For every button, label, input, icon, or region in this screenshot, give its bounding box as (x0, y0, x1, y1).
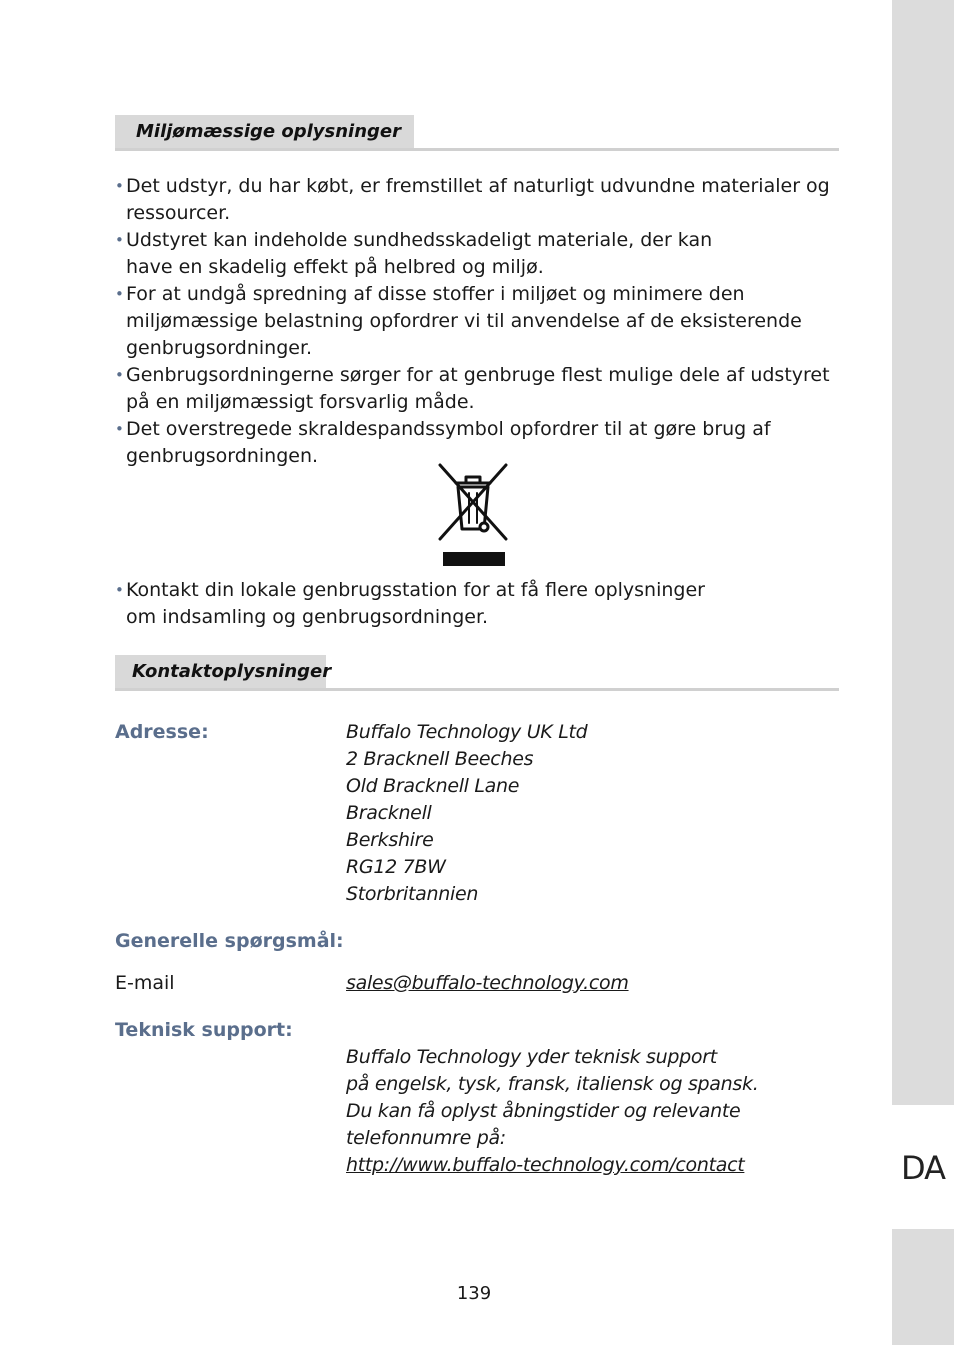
bullet-line: For at undgå spredning af disse stoffer i miljøet og minimere den (126, 283, 745, 305)
environment-heading: Miljømæssige oplysninger (115, 115, 414, 148)
address-line: Storbritannien (346, 883, 479, 905)
list-item (115, 281, 835, 362)
address-line: Buffalo Technology UK Ltd (346, 721, 588, 743)
bullet-line: på en miljømæssigt forsvarlig måde. (126, 391, 475, 413)
support-contact-link[interactable]: http://www.buffalo-technology.com/contact (346, 1154, 745, 1176)
bullet-line: Det overstregede skraldespandssymbol opfordrer til at gøre brug af (126, 418, 771, 440)
bullet-line: om indsamling og genbrugsordninger. (126, 606, 489, 628)
bullet-line: have en skadelig effekt på helbred og miljø. (126, 256, 544, 278)
bullet-icon: • (115, 285, 124, 303)
email-label: E-mail (115, 972, 175, 994)
page-number: 139 (456, 1283, 492, 1304)
support-line: telefonnumre på: (346, 1127, 506, 1149)
crossed-out-wheelie-bin-icon (432, 461, 514, 571)
bullet-line: ressourcer. (126, 202, 231, 224)
address-block (346, 719, 587, 908)
contact-section-header (115, 655, 839, 691)
environment-section-header (115, 115, 839, 151)
bullet-line: Udstyret kan indeholde sundhedsskadeligt materiale, der kan (126, 229, 713, 251)
bullet-line: miljømæssige belastning opfordrer vi til anvendelse af de eksisterende (126, 310, 802, 332)
address-line: Old Bracknell Lane (346, 775, 520, 797)
email-link[interactable]: sales@buffalo-technology.com (346, 972, 629, 994)
contact-heading: Kontaktoplysninger (115, 655, 326, 688)
bullet-line: Kontakt din lokale genbrugsstation for at få flere oplysninger (126, 579, 705, 601)
bullet-line: genbrugsordninger. (126, 337, 313, 359)
bullet-icon: • (115, 177, 124, 195)
language-tab-label: DA (901, 1149, 945, 1187)
bullet-icon: • (115, 420, 124, 438)
address-line: 2 Bracknell Beeches (346, 748, 534, 770)
list-item (115, 227, 835, 281)
side-tab-bar-top (892, 0, 954, 1105)
address-line: Bracknell (346, 802, 432, 824)
bullet-line: genbrugsordningen. (126, 445, 319, 467)
bullet-icon: • (115, 366, 124, 384)
technical-support-label: Teknisk support: (115, 1019, 293, 1041)
bullet-line: Genbrugsordningerne sørger for at genbruge flest mulige dele af udstyret (126, 364, 830, 386)
bullet-line: Det udstyr, du har købt, er fremstillet af naturligt udvundne materialer og (126, 175, 830, 197)
support-line: Buffalo Technology yder teknisk support (346, 1046, 717, 1068)
email-value (346, 970, 629, 997)
address-line: Berkshire (346, 829, 434, 851)
support-block (346, 1044, 758, 1179)
general-questions-label: Generelle spørgsmål: (115, 930, 344, 952)
support-line: på engelsk, tysk, fransk, italiensk og spansk. (346, 1073, 759, 1095)
list-item (115, 173, 835, 227)
bullet-icon: • (115, 231, 124, 249)
bullet-icon: • (115, 581, 124, 599)
weee-black-bar (443, 552, 505, 566)
address-line: RG12 7BW (346, 856, 446, 878)
list-item (115, 362, 835, 416)
address-label: Adresse: (115, 721, 209, 743)
contact-station-bullet (115, 577, 835, 631)
side-tab-bar-bottom (892, 1229, 954, 1345)
environment-bullet-list (115, 173, 835, 470)
list-item (115, 577, 835, 631)
support-line: Du kan få oplyst åbningstider og relevante (346, 1100, 741, 1122)
